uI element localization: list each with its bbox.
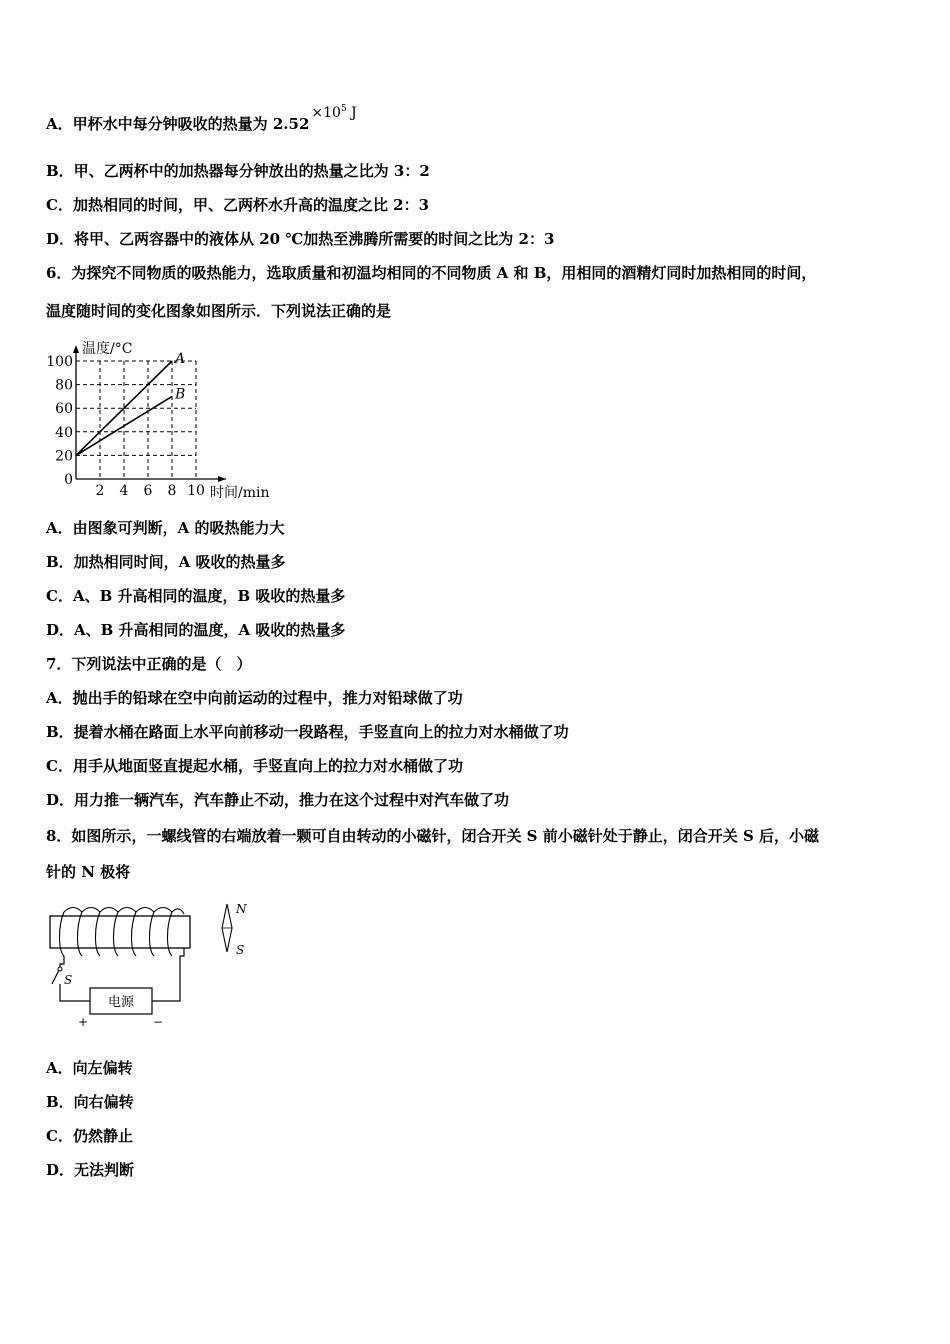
x-tick-label-8: 8 [167,483,177,499]
needle-n-label: N [236,902,247,916]
q5-option-a [46,104,357,137]
y-tick-label-60: 60 [55,401,73,418]
switch-label: S [64,973,73,987]
plus-sign: + [78,1015,89,1029]
x-tick-label-6: 6 [143,483,153,499]
x-tick-label-2: 2 [95,483,105,499]
q5-times-ten: ×10 [311,105,341,121]
q7-option-d: D．用力推一辆汽车，汽车静止不动，推力在这个过程中对汽车做了功 [46,791,510,809]
q5-option-c: C．加热相同的时间，甲、乙两杯水升高的温度之比 2：3 [46,196,430,214]
q5-exponent: 5 [340,104,347,114]
q8-solenoid-figure [44,898,264,1033]
y-tick-label-100: 100 [46,354,73,370]
q6-stem-line1: 6．为探究不同物质的吸热能力，选取质量和初温均相同的不同物质 A 和 B，用相同的酒精灯同时加热相同的时间， [46,264,817,282]
y-tick-label-20: 20 [55,448,73,465]
q6-temperature-chart [44,336,294,506]
magnetic-needle [222,904,232,952]
y-axis-label: 温度/°C [82,341,133,357]
q7-option-c: C．用手从地面竖直提起水桶，手竖直向上的拉力对水桶做了功 [46,757,463,775]
q8-stem-line1: 8．如图所示，一螺线管的右端放着一颗可自由转动的小磁针，闭合开关 S 前小磁针处于静止，闭合开关 S 后，小磁 [46,827,819,845]
q7-option-b: B．提着水桶在路面上水平向前移动一段路程，手竖直向上的拉力对水桶做了功 [46,723,569,741]
q5-option-b: B．甲、乙两杯中的加热器每分钟放出的热量之比为 3：2 [46,162,430,180]
q5-option-a-text: A．甲杯水中每分钟吸收的热量为 2.52 [46,115,310,133]
power-label: 电源 [107,995,135,1010]
q6-option-c: C．A、B 升高相同的温度，B 吸收的热量多 [46,587,346,605]
q6-stem-line2: 温度随时间的变化图象如图所示．下列说法正确的是 [46,302,392,320]
y-axis-arrow [73,345,79,353]
q8-option-a: A．向左偏转 [46,1059,133,1077]
x-tick-label-4: 4 [119,483,129,499]
needle-s-label: S [236,943,245,957]
series-label-B: B [175,386,186,403]
q5-option-a-power [311,105,356,121]
q8-stem-line2: 针的 N 极将 [46,863,131,881]
q6-option-d: D．A、B 升高相同的温度，A 吸收的热量多 [46,621,346,639]
x-tick-label-10: 10 [187,483,205,499]
q8-option-c: C．仍然静止 [46,1127,133,1145]
y-tick-label-80: 80 [55,377,73,394]
q5-option-d: D．将甲、乙两容器中的液体从 20 ℃加热至沸腾所需要的时间之比为 2：3 [46,230,555,248]
switch-contact [58,967,62,971]
solenoid-coil [60,908,185,957]
q7-option-a: A．抛出手的铅球在空中向前运动的过程中，推力对铅球做了功 [46,689,463,707]
q7-stem: 7．下列说法中正确的是（ ） [46,655,252,673]
y-tick-label-40: 40 [55,424,73,441]
q6-option-a: A．由图象可判断，A 的吸热能力大 [46,519,285,537]
q8-option-b: B．向右偏转 [46,1093,134,1111]
series-label-A: A [175,351,186,367]
minus-sign: − [153,1015,164,1029]
q8-option-d: D．无法判断 [46,1161,135,1179]
y-tick-label-0: 0 [64,472,73,488]
x-axis-label: 时间/min [210,485,270,501]
x-axis-arrow [218,476,226,482]
q6-option-b: B．加热相同时间，A 吸收的热量多 [46,553,286,571]
q5-unit: J [346,105,357,121]
